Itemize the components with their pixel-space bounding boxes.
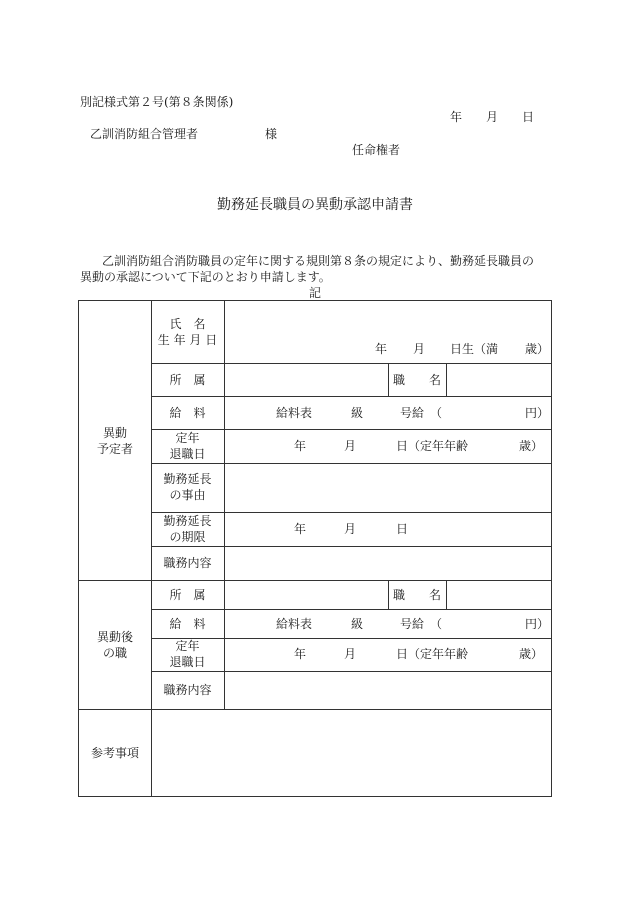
body-line-2: 異動の承認について下記のとおり申請します。	[80, 270, 331, 284]
date-month-label: 月	[486, 110, 499, 124]
after-retire-age-label: 歳）	[519, 647, 544, 661]
group-label-planned-line1: 異動	[102, 426, 127, 440]
date-year-label: 年	[450, 110, 463, 124]
after-retirement-label-line2: 退職日	[169, 655, 206, 669]
duties-label: 職務内容	[163, 556, 212, 570]
salary-table-label: 給料表	[276, 406, 313, 420]
extension-reason-label-line1: 勤務延長	[163, 472, 212, 486]
retire-day-label: 日（定年年齢	[396, 439, 469, 453]
after-salary-label: 給 料	[169, 617, 206, 631]
after-retirement-label-line1: 定年	[175, 639, 200, 653]
salary-grade-label: 級	[351, 406, 364, 420]
retirement-label-line2: 退職日	[169, 447, 206, 461]
birth-month-label: 月	[413, 342, 426, 356]
addressee: 乙訓消防組合管理者	[90, 127, 199, 141]
group-label-planned-line2: 予定者	[96, 442, 133, 456]
extension-period-label-line1: 勤務延長	[163, 514, 212, 528]
after-salary-table-label: 給料表	[276, 617, 313, 631]
birthdate-label: 生 年 月 日	[157, 333, 218, 347]
salary-yen-label: 円）	[525, 406, 550, 420]
honorific: 様	[265, 127, 278, 141]
ki-label: 記	[309, 286, 322, 300]
form-number: 別記様式第２号(第８条関係)	[80, 95, 234, 109]
period-year-label: 年	[294, 522, 307, 536]
after-salary-yen-label: 円）	[525, 617, 550, 631]
extension-period-label-line2: の期限	[169, 530, 206, 544]
after-salary-grade-label: 級	[351, 617, 364, 631]
period-month-label: 月	[344, 522, 357, 536]
body-line-1: 乙訓消防組合消防職員の定年に関する規則第８条の規定により、勤務延長職員の	[102, 254, 535, 268]
after-affiliation-label: 所 属	[169, 588, 206, 602]
name-label: 氏 名	[169, 317, 206, 331]
birth-day-label: 日生（満	[450, 342, 499, 356]
salary-label: 給 料	[169, 406, 206, 420]
retirement-label-line1: 定年	[175, 431, 200, 445]
salary-step-label: 号給 （	[400, 406, 443, 420]
date-day-label: 日	[522, 110, 535, 124]
retire-age-label: 歳）	[519, 439, 544, 453]
appointer-label: 任命権者	[352, 143, 401, 157]
retire-year-label: 年	[294, 439, 307, 453]
after-retire-year-label: 年	[294, 647, 307, 661]
after-duties-label: 職務内容	[163, 683, 212, 697]
after-salary-step-label: 号給 （	[400, 617, 443, 631]
affiliation-label: 所 属	[169, 373, 206, 387]
after-retire-day-label: 日（定年年齢	[396, 647, 469, 661]
retire-month-label: 月	[344, 439, 357, 453]
post-label: 職 名	[392, 373, 441, 387]
page-title: 勤務延長職員の異動承認申請書	[217, 197, 413, 213]
birth-age-label: 歳）	[525, 342, 550, 356]
after-retire-month-label: 月	[344, 647, 357, 661]
period-day-label: 日	[396, 522, 409, 536]
group-label-after-line2: の職	[102, 646, 127, 660]
remarks-label: 参考事項	[90, 746, 139, 760]
after-post-label: 職 名	[392, 588, 441, 602]
application-form-table	[78, 300, 552, 797]
group-label-after-line1: 異動後	[96, 630, 133, 644]
birth-year-label: 年	[375, 342, 388, 356]
extension-reason-label-line2: の事由	[169, 488, 206, 502]
